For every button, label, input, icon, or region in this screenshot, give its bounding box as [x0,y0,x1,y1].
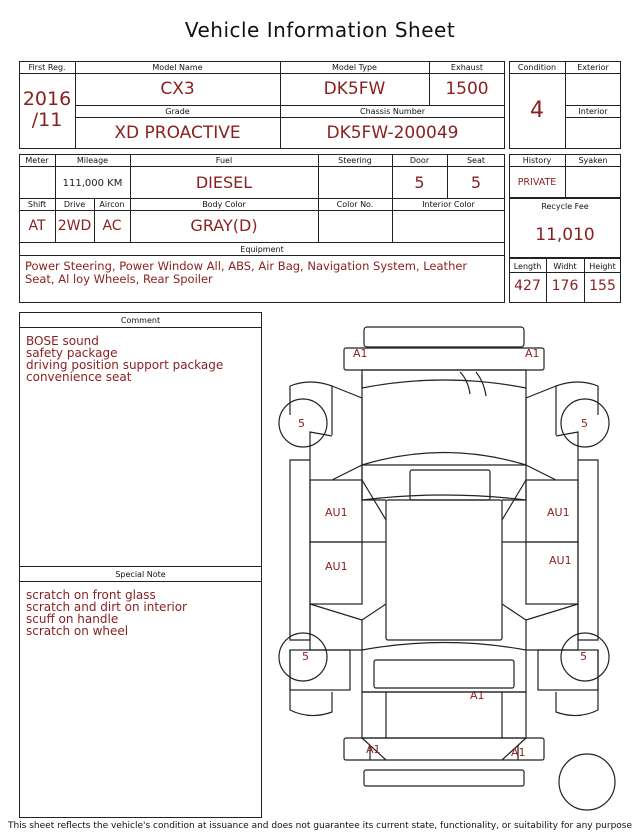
history-label: History [522,156,552,165]
comment-line: safety package [26,346,118,360]
comment-line: convenience seat [26,370,132,384]
syaken-label: Syaken [578,156,608,165]
sheet-title: Vehicle Information Sheet [184,18,456,42]
exhaust-label: Exhaust [450,63,484,72]
recycle-fee-value: 11,010 [535,225,595,245]
body-color-label: Body Color [202,200,246,209]
exterior-label: Exterior [577,63,609,72]
mark-right-front-wheel: 5 [581,417,588,430]
comment-line: BOSE sound [26,334,99,348]
exhaust-value: 1500 [445,79,489,99]
fuel-value: DIESEL [195,173,253,192]
special-note-line: scratch and dirt on interior [26,600,187,614]
height-value: 155 [589,278,616,294]
mark-rear-bumper-right: A1 [511,746,526,759]
length-label: Length [513,262,542,271]
shift-label: Shift [27,200,47,209]
interior-label: Interior [578,107,608,116]
drive-value: 2WD [57,218,92,234]
history-value: PRIVATE [517,177,557,188]
comment-line: driving position support package [26,358,224,372]
length-value: 427 [514,278,541,294]
comment-box [19,312,262,818]
mark-right-rear-door: AU1 [549,554,572,567]
grade-value: XD PROACTIVE [114,123,241,143]
recycle-fee-label: Recycle Fee [541,202,589,211]
grade-label: Grade [165,107,190,116]
disclaimer-footer: This sheet reflects the vehicle's condition at issuance and does not guarantee its current state, functionality, or suitability for any purpose [7,821,633,831]
mark-left-front-door: AU1 [325,506,348,519]
aircon-label: Aircon [99,200,125,209]
equipment-label: Equipment [240,245,284,254]
interior-color-label: Interior Color [422,200,475,209]
first-reg-label: First Reg. [28,63,66,72]
special-note-line: scuff on handle [26,612,119,626]
car-damage-diagram [270,320,630,818]
color-no-label: Color No. [336,200,374,209]
chassis-number-value: DK5FW-200049 [326,123,459,143]
fuel-label: Fuel [215,156,233,165]
comment-label: Comment [120,316,161,325]
body-color-value: GRAY(D) [190,216,258,235]
mileage-value: 111,000 KM [62,178,123,189]
special-note-line: scratch on wheel [26,624,129,638]
seat-label: Seat [466,156,486,165]
height-label: Height [589,262,616,271]
mark-right-front-door: AU1 [547,506,570,519]
meter-label: Meter [25,156,49,165]
mark-right-rear-wheel: 5 [580,650,587,663]
door-value: 5 [414,173,425,192]
special-note-line: scratch on front glass [26,588,156,602]
special-note-label: Special Note [115,570,166,579]
aircon-value: AC [102,218,122,234]
model-name-value: CX3 [160,79,195,99]
equipment-value: Power Steering, Power Window All, ABS, Air Bag, Navigation System, Leather Seat, Al loy Wheels, Rear Spoiler [25,259,468,286]
condition-label: Condition [517,63,557,72]
condition-value: 4 [530,98,544,123]
mileage-label: Mileage [76,156,109,165]
door-label: Door [409,156,430,165]
mark-front-right-fender: A1 [525,347,540,360]
steering-label: Steering [338,156,372,165]
mark-rear-bumper-left: A1 [366,743,381,756]
chassis-number-label: Chassis Number [360,107,425,116]
first-reg-year: 2016 [22,88,72,110]
mark-front-left-fender: A1 [353,347,368,360]
mark-left-rear-wheel: 5 [302,650,309,663]
mark-left-rear-door: AU1 [325,560,348,573]
mark-left-front-wheel: 5 [298,417,305,430]
seat-value: 5 [470,173,482,192]
drive-label: Drive [63,200,86,209]
model-type-label: Model Type [332,63,377,72]
model-name-label: Model Name [152,63,203,72]
mark-rear-hatch: A1 [470,689,485,702]
width-label: Widht [553,262,577,271]
first-reg-month: /11 [31,109,63,131]
shift-value: AT [28,218,46,234]
width-value: 176 [551,278,579,294]
model-type-value: DK5FW [323,79,386,99]
